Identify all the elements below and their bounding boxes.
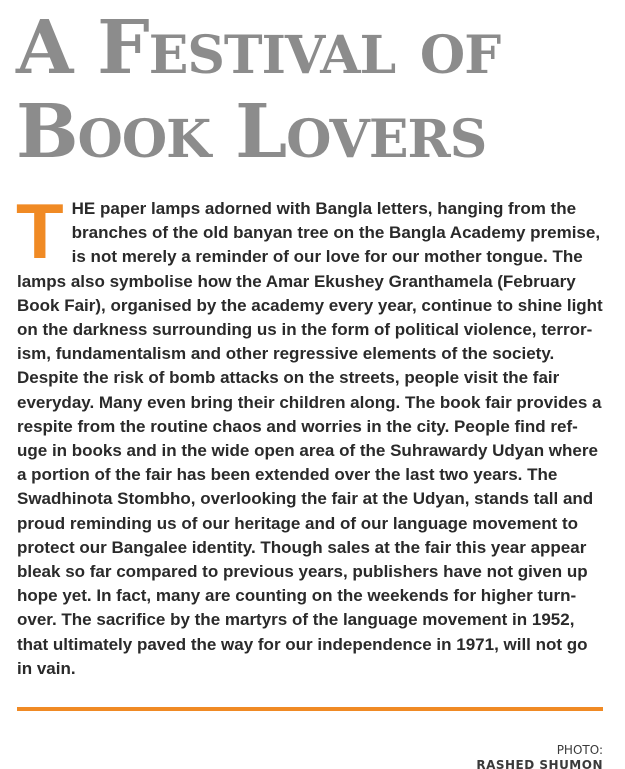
article-body-text: HE paper lamps adorned with Bangla letters, hanging from the branches of the old banyan tree on the Bangla Academy premise, is not merely a reminder of our love for our mother tongue. The lamps also symbolise how the Amar Ekushey Granthamela (February Book Fair), organised by the academy every year, continue to shine light on the darkness surrounding us in the form of political violence, terror-ism, fundamentalism and other regressive elements of the society. Despite the risk of bomb attacks on the streets, people visit the fair everyday. Many even bring their children along. The book fair provides a respite from the routine chaos and worries in the city. People find ref-uge in books and in the wide open area of the Suhrawardy Udyan where a portion of the fair has been extended over the last two years. The Swadhinota Stombho, overlooking the fair at the Udyan, stands tall and proud reminding us of our heritage and of our language movement to protect our Bangalee identity. Though sales at the fair this year appear bleak so far compared to previous years, publishers have not given up hope yet. In fact, many are counting on the weekends for higher turn-over. The sacrifice by the martyrs of the language movement in 1952, that ultimately paved the way for our independence in 1971, will not go in vain. [17,199,603,678]
orange-divider [17,707,603,711]
headline-line-2: Book Lovers [16,89,487,175]
photo-credit-label: PHOTO: [556,743,603,757]
photo-credit-name: RASHED SHUMON [476,758,603,769]
headline [16,6,500,174]
drop-cap: T [16,187,64,275]
article-body [16,187,605,681]
headline-line-1: A Festival of [16,5,501,91]
photo-credit [476,743,603,769]
